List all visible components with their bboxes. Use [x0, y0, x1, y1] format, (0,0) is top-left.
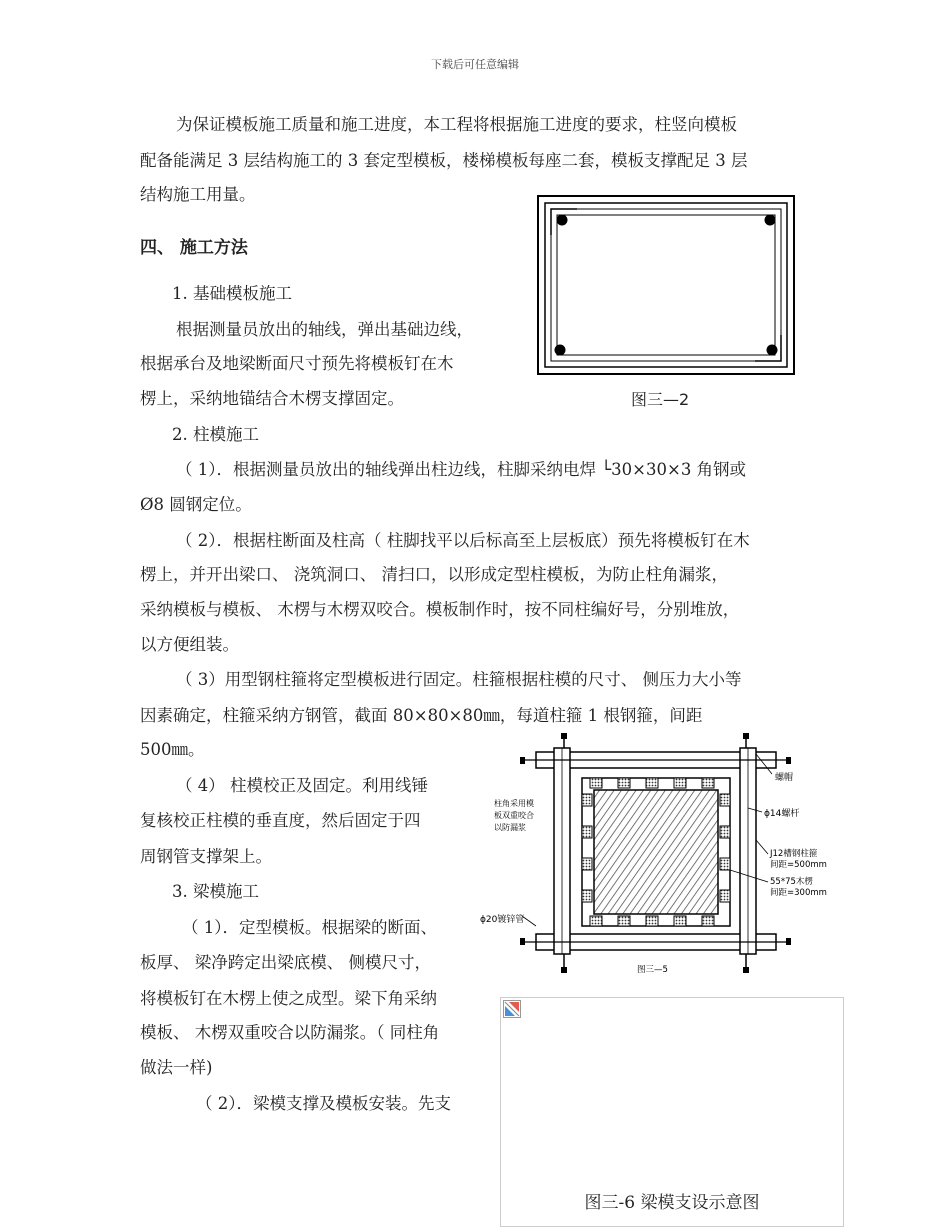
paragraph-line: （ 4） 柱模校正及固定。利用线锤	[176, 776, 428, 795]
subsection-title: 3. 梁模施工	[172, 882, 259, 901]
rebar-dot	[767, 345, 778, 356]
label-corner-note: 板双重咬合	[494, 811, 534, 820]
label-pipe: ϕ20镀锌管	[480, 915, 525, 925]
column-clamp-drawing	[480, 730, 840, 980]
paragraph-line: 做法一样)	[140, 1058, 213, 1077]
label-nut: 螺帽	[775, 773, 794, 783]
paragraph-line: 根据测量员放出的轴线，弹出基础边线，	[176, 320, 473, 339]
label-corner-note: 柱角采用模	[494, 799, 534, 808]
broken-image-icon	[503, 1000, 521, 1018]
paragraph-line: 周钢管支撑架上。	[140, 847, 272, 866]
rebar-dot	[555, 345, 566, 356]
label-timber: 55*75木楞	[770, 877, 813, 887]
paragraph-line: （ 2）．根据柱断面及柱高（ 柱脚找平以后标高至上层板底）预先将模板钉在木	[176, 531, 750, 550]
section-heading: 四、 施工方法	[140, 238, 248, 258]
figure-3-2	[537, 195, 797, 425]
paragraph-line: 以方便组装。	[140, 635, 239, 654]
paragraph-line: 楞上，采纳地锚结合木楞支撑固定。	[140, 389, 404, 408]
rebar-dot	[765, 215, 776, 226]
rebar-dot	[557, 215, 568, 226]
paragraph-line: 为保证模板施工质量和施工进度，本工程将根据施工进度的要求，柱竖向模板	[176, 115, 737, 134]
paragraph-line: 采纳模板与模板、 木楞与木楞双咬合。模板制作时，按不同柱编好号，分别堆放，	[140, 600, 740, 619]
paragraph-line: 500㎜。	[140, 740, 205, 759]
paragraph-line: （ 1）．根据测量员放出的轴线弹出柱边线，柱脚采纳电焊 └30×30×3 角钢或	[176, 460, 747, 479]
figure-caption: 图三—2	[631, 390, 690, 409]
label-timber: 间距=300mm	[770, 888, 827, 898]
figure-3-6	[500, 997, 844, 1227]
paragraph-line: 模板、 木楞双重咬合以防漏浆。（ 同柱角	[140, 1023, 440, 1042]
subsection-title: 1. 基础模板施工	[172, 284, 292, 303]
page-header: 下载后可任意编辑	[431, 58, 519, 71]
paragraph-line: （ 3）用型钢柱箍将定型模板进行固定。柱箍根据柱模的尺寸、 侧压力大小等	[176, 670, 742, 689]
subsection-title: 2. 柱模施工	[172, 425, 259, 444]
paragraph-line: 配备能满足 3 层结构施工的 3 套定型模板，楼梯模板每座二套，模板支撑配足 3 层	[140, 151, 748, 170]
label-bolt: ϕ14螺杆	[764, 809, 800, 819]
paragraph-line: 根据承台及地梁断面尺寸预先将模板钉在木	[140, 354, 454, 373]
label-corner-note: 以防漏浆	[494, 823, 526, 832]
paragraph-line: （ 1）．定型模板。根据梁的断面、	[182, 918, 437, 937]
paragraph-line: 因素确定，柱箍采纳方钢管，截面 80×80×80㎜，每道柱箍 1 根钢箍，间距	[140, 706, 703, 725]
label-channel: 间距=500mm	[770, 860, 827, 870]
figure-caption: 图三—5	[637, 965, 668, 975]
paragraph-line: 复核校正柱模的垂直度，然后固定于四	[140, 811, 421, 830]
figure-caption: 图三-6 梁模支设示意图	[584, 1193, 760, 1213]
paragraph-line: 板厚、 梁净跨定出梁底模、 侧模尺寸，	[140, 953, 431, 972]
paragraph-line: （ 2）．梁模支撑及模板安装。先支	[196, 1094, 451, 1113]
figure-3-5	[480, 730, 840, 980]
paragraph-line: 楞上，并开出梁口、 浇筑洞口、 清扫口，以形成定型柱模板，为防止柱角漏浆，	[140, 565, 728, 584]
label-channel: J12槽钢柱箍	[770, 849, 818, 859]
paragraph-line: Ø8 圆钢定位。	[140, 495, 252, 514]
paragraph-line: 将模板钉在木楞上使之成型。梁下角采纳	[140, 989, 437, 1008]
paragraph-line: 结构施工用量。	[140, 185, 256, 204]
